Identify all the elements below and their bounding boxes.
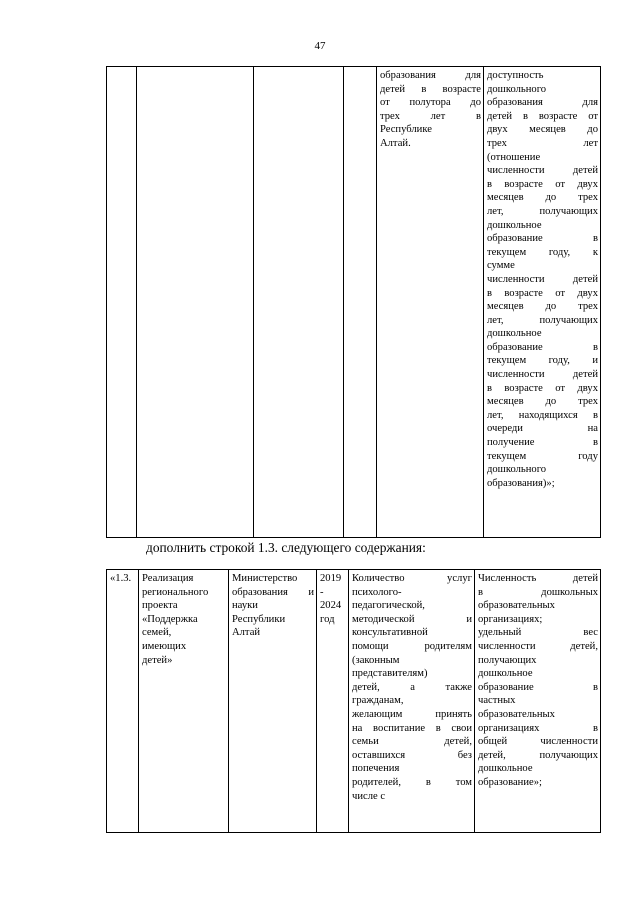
- cell-text-line: представителям): [352, 668, 428, 680]
- table-row: [107, 570, 601, 833]
- cell-text-line: проекта: [142, 600, 178, 612]
- cell-text-line: образование»;: [478, 776, 542, 788]
- cell-text-line: дошкольного: [487, 83, 547, 95]
- cell-indicator: [349, 570, 475, 833]
- cell-executor: [254, 67, 344, 538]
- cell-text-line: 2024: [320, 600, 342, 612]
- cell-text-line: образование в: [487, 233, 598, 245]
- cell-text-line: Алтай.: [380, 137, 411, 149]
- cell-text-line: частных: [478, 695, 516, 707]
- cell-text-line: месяцев до трех: [487, 301, 598, 313]
- cell-text-line: желающим принять: [352, 708, 472, 720]
- cell-text-line: лет, находящихся в: [487, 409, 598, 421]
- cell-result: [475, 570, 601, 833]
- cell-text-line: очереди на: [487, 423, 598, 435]
- cell-text-line: детей, а также: [352, 681, 472, 693]
- cell-text-line: (законным: [352, 654, 400, 666]
- cell-text-line: текущем году, и: [487, 355, 598, 367]
- cell-number: [107, 67, 137, 538]
- cell-text-line: семей,: [142, 627, 172, 639]
- cell-text-line: попечения: [352, 763, 400, 775]
- cell-period: [344, 67, 377, 538]
- cell-period: [317, 570, 349, 833]
- cell-text-line: образования для: [487, 97, 598, 109]
- cell-text-line: образования для: [380, 70, 481, 81]
- cell-text-line: трех лет в: [380, 110, 481, 122]
- cell-text-line: Республики: [232, 613, 286, 625]
- cell-text-line: удельный вес: [478, 627, 598, 639]
- cell-name: [139, 570, 229, 833]
- cell-text-line: от полутора до: [380, 97, 481, 109]
- cell-text-line: дошкольное: [487, 328, 542, 340]
- cell-text-line: гражданам,: [352, 695, 404, 707]
- insertion-instruction: дополнить строкой 1.3. следующего содержания:: [146, 540, 426, 555]
- cell-text-line: имеющих: [142, 640, 187, 652]
- cell-text-line: численности детей: [487, 369, 598, 381]
- cell-text-line: образования и: [232, 586, 314, 598]
- cell-text-line: образовательных: [478, 708, 555, 720]
- cell-text-line: в дошкольных: [478, 586, 598, 598]
- cell-text-line: численности детей,: [478, 640, 598, 652]
- cell-text-line: текущем году: [487, 450, 598, 462]
- cell-text-line: числе с: [352, 790, 386, 802]
- cell-text-line: Министерство: [232, 573, 298, 584]
- cell-text-line: организациях;: [478, 613, 543, 625]
- cell-text-line: педагогической,: [352, 600, 425, 612]
- cell-text-line: лет, получающих: [487, 205, 598, 217]
- cell-text-line: Реализация: [142, 573, 194, 584]
- cell-indicator: [377, 67, 484, 538]
- cell-text-line: получающих: [478, 654, 537, 666]
- cell-text-line: Республике: [380, 124, 432, 136]
- cell-text-line: образование в: [478, 681, 598, 693]
- cell-text-line: на воспитание в свои: [352, 722, 472, 734]
- cell-text-line: детей»: [142, 654, 173, 666]
- cell-text-line: текущем году, к: [487, 246, 598, 258]
- cell-text-line: доступность: [487, 70, 544, 81]
- continuation-table: [106, 66, 601, 538]
- cell-text-line: образовательных: [478, 600, 555, 612]
- cell-text-line: численности детей: [487, 273, 598, 285]
- cell-text-line: месяцев до трех: [487, 192, 598, 204]
- cell-text-line: Количество услуг: [352, 573, 472, 584]
- cell-text-line: общей численности: [478, 736, 598, 748]
- cell-text-line: дошкольного: [487, 464, 547, 476]
- cell-text-line: -: [320, 586, 324, 598]
- cell-text-line: 2019: [320, 573, 342, 584]
- cell-name: [137, 67, 254, 538]
- cell-text-line: помощи родителям: [352, 640, 472, 652]
- cell-text-line: детей в возрасте от: [487, 110, 598, 122]
- cell-text-line: лет, получающих: [487, 314, 598, 326]
- cell-result: [484, 67, 601, 538]
- cell-text-line: детей, получающих: [478, 749, 598, 761]
- cell-text-line: в возрасте от двух: [487, 382, 598, 394]
- cell-text-line: науки: [232, 600, 258, 612]
- cell-number: «1.3.: [107, 570, 139, 833]
- cell-text-line: получение в: [487, 437, 598, 449]
- cell-text-line: год: [320, 613, 335, 625]
- cell-text-line: образования)»;: [487, 477, 555, 489]
- cell-text-line: дошкольное: [478, 668, 533, 680]
- cell-text-line: оставшихся без: [352, 749, 472, 761]
- cell-text-line: трех лет: [487, 137, 598, 149]
- cell-text-line: методической и: [352, 613, 472, 625]
- cell-text-line: двух месяцев до: [487, 124, 598, 136]
- cell-text-line: образование в: [487, 341, 598, 353]
- cell-text-line: дошкольное: [487, 219, 542, 231]
- cell-text-line: родителей, в том: [352, 776, 472, 788]
- cell-text-line: в возрасте от двух: [487, 178, 598, 190]
- cell-text-line: месяцев до трех: [487, 396, 598, 408]
- cell-text-line: организациях в: [478, 722, 598, 734]
- cell-text-line: численности детей: [487, 165, 598, 177]
- cell-text-line: Алтай: [232, 627, 261, 639]
- cell-text-line: в возрасте от двух: [487, 287, 598, 299]
- table-row: [107, 67, 601, 538]
- cell-text-line: детей в возрасте: [380, 83, 481, 95]
- page-number: 47: [314, 40, 326, 52]
- cell-text-line: семьи детей,: [352, 736, 472, 748]
- cell-executor: [229, 570, 317, 833]
- cell-text-line: (отношение: [487, 151, 541, 163]
- cell-text-line: психолого-: [352, 586, 402, 598]
- new-row-table: [106, 569, 601, 833]
- cell-text-line: дошкольное: [478, 763, 533, 775]
- cell-text-line: консультативной: [352, 627, 428, 639]
- cell-text-line: регионального: [142, 586, 209, 598]
- cell-text-line: сумме: [487, 260, 515, 272]
- cell-text-line: «Поддержка: [142, 613, 198, 625]
- cell-text-line: Численность детей: [478, 573, 598, 584]
